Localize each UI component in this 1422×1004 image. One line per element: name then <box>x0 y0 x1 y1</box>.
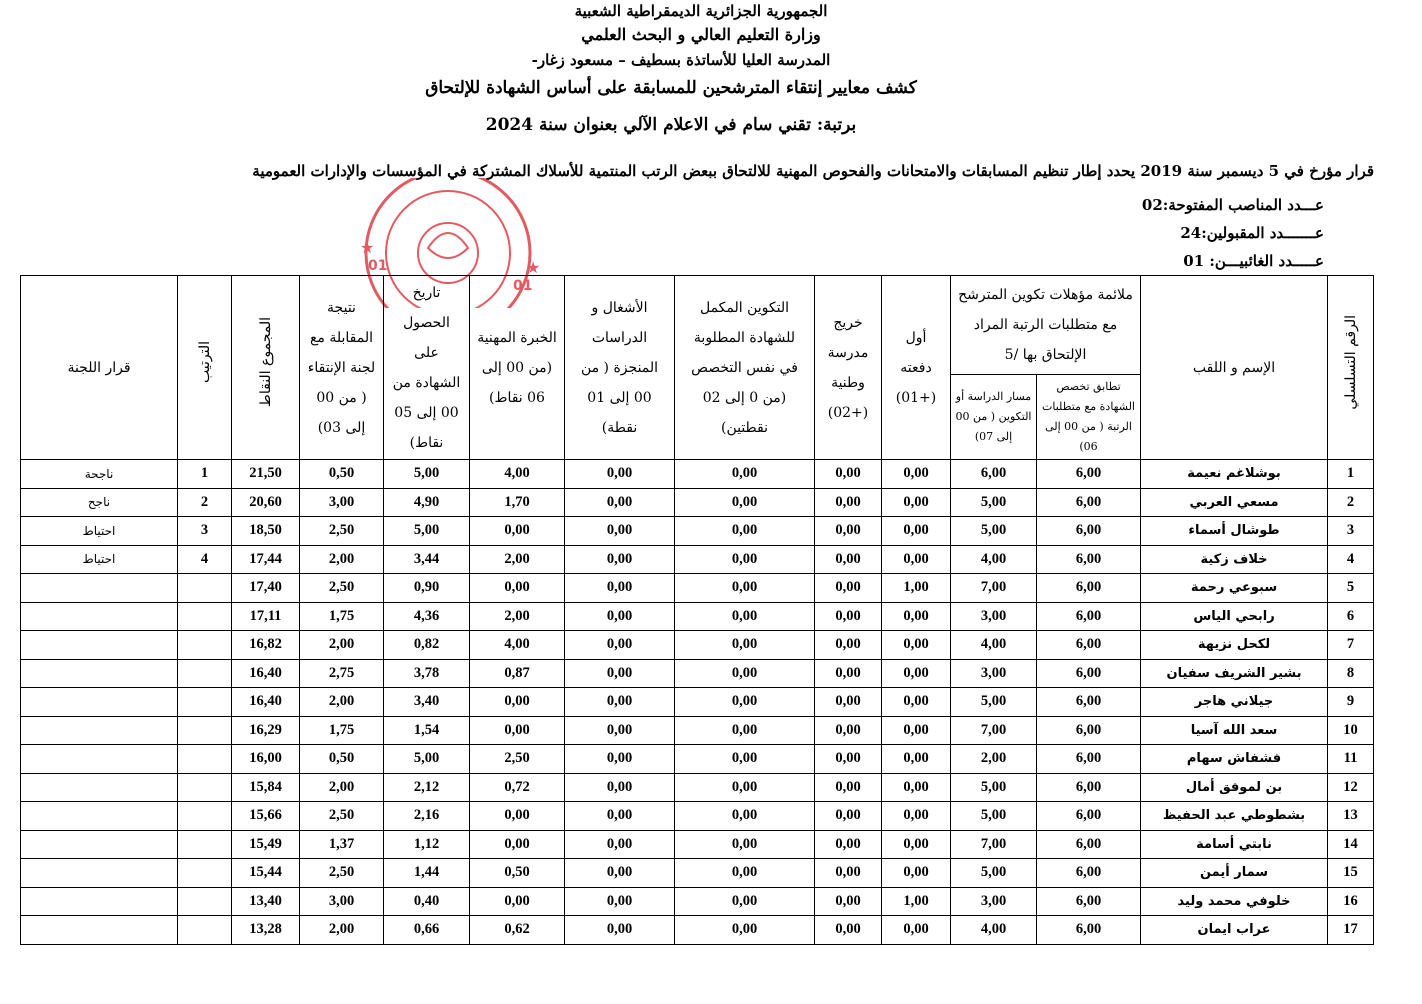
table-row <box>21 916 1374 945</box>
first-batch-cell: 0,00 <box>882 517 951 546</box>
experience-cell: 4,00 <box>470 631 565 660</box>
national-school-cell: 0,00 <box>815 916 882 945</box>
name-cell: طوشال أسماء <box>1141 517 1328 546</box>
rank-cell <box>178 802 232 831</box>
name-cell: خلوفي محمد وليد <box>1141 887 1328 916</box>
first-batch-cell: 1,00 <box>882 887 951 916</box>
works-cell: 0,00 <box>565 716 675 745</box>
experience-cell: 0,87 <box>470 659 565 688</box>
name-cell: بشطوطي عبد الحفيظ <box>1141 802 1328 831</box>
works-cell: 0,00 <box>565 545 675 574</box>
decision-cell <box>21 688 178 717</box>
study-path-cell: 3,00 <box>951 887 1037 916</box>
specialty-match-cell: 6,00 <box>1037 688 1141 717</box>
decision-cell <box>21 887 178 916</box>
works-cell: 0,00 <box>565 659 675 688</box>
experience-cell: 0,62 <box>470 916 565 945</box>
first-batch-cell: 0,00 <box>882 602 951 631</box>
national-school-cell: 0,00 <box>815 773 882 802</box>
table-row <box>21 887 1374 916</box>
specialty-match-cell: 6,00 <box>1037 859 1141 888</box>
complementary-cell: 0,00 <box>675 488 815 517</box>
complementary-cell: 0,00 <box>675 916 815 945</box>
experience-cell: 0,00 <box>470 688 565 717</box>
table-row <box>21 460 1374 489</box>
header-name: الإسم و اللقب <box>1141 276 1328 460</box>
complementary-cell: 0,00 <box>675 545 815 574</box>
works-cell: 0,00 <box>565 460 675 489</box>
certificate-date-cell: 2,16 <box>384 802 470 831</box>
rank-cell: 4 <box>178 545 232 574</box>
serial-cell: 5 <box>1328 574 1374 603</box>
rank-cell <box>178 745 232 774</box>
serial-cell: 8 <box>1328 659 1374 688</box>
decision-cell <box>21 716 178 745</box>
table-row <box>21 488 1374 517</box>
experience-cell: 2,00 <box>470 545 565 574</box>
svg-text:★: ★ <box>360 238 375 257</box>
certificate-date-cell: 5,00 <box>384 745 470 774</box>
experience-cell: 0,72 <box>470 773 565 802</box>
serial-cell: 15 <box>1328 859 1374 888</box>
national-school-cell: 0,00 <box>815 745 882 774</box>
total-cell: 16,40 <box>232 659 300 688</box>
study-path-cell: 4,00 <box>951 631 1037 660</box>
total-cell: 13,40 <box>232 887 300 916</box>
rank-cell <box>178 916 232 945</box>
serial-cell: 4 <box>1328 545 1374 574</box>
certificate-date-cell: 1,12 <box>384 830 470 859</box>
specialty-match-cell: 6,00 <box>1037 716 1141 745</box>
serial-cell: 12 <box>1328 773 1374 802</box>
national-school-cell: 0,00 <box>815 688 882 717</box>
specialty-match-cell: 6,00 <box>1037 545 1141 574</box>
complementary-cell: 0,00 <box>675 887 815 916</box>
study-path-cell: 5,00 <box>951 688 1037 717</box>
rank-cell <box>178 773 232 802</box>
experience-cell: 2,50 <box>470 745 565 774</box>
first-batch-cell: 0,00 <box>882 859 951 888</box>
name-cell: بشير الشريف سفيان <box>1141 659 1328 688</box>
experience-cell: 0,00 <box>470 887 565 916</box>
table-row <box>21 545 1374 574</box>
serial-cell: 9 <box>1328 688 1374 717</box>
specialty-match-cell: 6,00 <box>1037 574 1141 603</box>
study-path-cell: 4,00 <box>951 545 1037 574</box>
rank-cell <box>178 631 232 660</box>
works-cell: 0,00 <box>565 517 675 546</box>
serial-cell: 1 <box>1328 460 1374 489</box>
decree-text: قرار مؤرخ في 5 ديسمبر سنة 2019 يحدد إطار تنظيم المسابقات والامتحانات والفحوص المهنية للالتحاق ببعض الرتب المنتمية للأسلاك المشتركة في المؤسسات والإدارات العمومية <box>252 162 1374 180</box>
decision-cell: احتياط <box>21 545 178 574</box>
study-path-cell: 4,00 <box>951 916 1037 945</box>
interview-cell: 0,50 <box>300 460 384 489</box>
national-school-cell: 0,00 <box>815 488 882 517</box>
total-cell: 17,40 <box>232 574 300 603</box>
header-national-school: خريج مدرسة وطنية (+02) <box>815 276 882 460</box>
table-row <box>21 574 1374 603</box>
complementary-cell: 0,00 <box>675 631 815 660</box>
complementary-cell: 0,00 <box>675 602 815 631</box>
decision-cell <box>21 830 178 859</box>
study-path-cell: 3,00 <box>951 602 1037 631</box>
decision-cell <box>21 659 178 688</box>
serial-cell: 2 <box>1328 488 1374 517</box>
certificate-date-cell: 0,82 <box>384 631 470 660</box>
serial-cell: 17 <box>1328 916 1374 945</box>
interview-cell: 2,50 <box>300 859 384 888</box>
decision-cell: احتياط <box>21 517 178 546</box>
name-cell: مسعي العربي <box>1141 488 1328 517</box>
header-rank: الترتيب <box>178 276 232 460</box>
table-row <box>21 659 1374 688</box>
total-cell: 16,40 <box>232 688 300 717</box>
works-cell: 0,00 <box>565 688 675 717</box>
serial-cell: 3 <box>1328 517 1374 546</box>
serial-cell: 7 <box>1328 631 1374 660</box>
serial-cell: 16 <box>1328 887 1374 916</box>
first-batch-cell: 0,00 <box>882 659 951 688</box>
specialty-match-cell: 6,00 <box>1037 631 1141 660</box>
rank-cell: 2 <box>178 488 232 517</box>
certificate-date-cell: 0,66 <box>384 916 470 945</box>
interview-cell: 2,00 <box>300 916 384 945</box>
accepted-count: عـــــــدد المقبولين:24 <box>1180 224 1324 242</box>
name-cell: نابتي أسامة <box>1141 830 1328 859</box>
decision-cell <box>21 773 178 802</box>
study-path-cell: 2,00 <box>951 745 1037 774</box>
interview-cell: 2,00 <box>300 545 384 574</box>
national-school-cell: 0,00 <box>815 517 882 546</box>
rank-cell: 3 <box>178 517 232 546</box>
total-cell: 17,44 <box>232 545 300 574</box>
total-cell: 15,66 <box>232 802 300 831</box>
total-cell: 16,00 <box>232 745 300 774</box>
complementary-cell: 0,00 <box>675 773 815 802</box>
school-heading: المدرسة العليا للأساتذة بسطيف – مسعود زغار- <box>531 51 831 69</box>
national-school-cell: 0,00 <box>815 631 882 660</box>
name-cell: بن لموفق أمال <box>1141 773 1328 802</box>
works-cell: 0,00 <box>565 631 675 660</box>
total-cell: 15,84 <box>232 773 300 802</box>
works-cell: 0,00 <box>565 745 675 774</box>
national-school-cell: 0,00 <box>815 802 882 831</box>
first-batch-cell: 0,00 <box>882 745 951 774</box>
national-school-cell: 0,00 <box>815 602 882 631</box>
serial-cell: 13 <box>1328 802 1374 831</box>
certificate-date-cell: 0,90 <box>384 574 470 603</box>
interview-cell: 2,75 <box>300 659 384 688</box>
complementary-cell: 0,00 <box>675 745 815 774</box>
interview-cell: 1,37 <box>300 830 384 859</box>
interview-cell: 2,50 <box>300 517 384 546</box>
rank-cell <box>178 688 232 717</box>
name-cell: سمار أيمن <box>1141 859 1328 888</box>
total-cell: 15,49 <box>232 830 300 859</box>
certificate-date-cell: 3,40 <box>384 688 470 717</box>
decision-cell <box>21 631 178 660</box>
study-path-cell: 7,00 <box>951 830 1037 859</box>
decision-cell <box>21 802 178 831</box>
header-decision: قرار اللجنة <box>21 276 178 460</box>
specialty-match-cell: 6,00 <box>1037 488 1141 517</box>
national-school-cell: 0,00 <box>815 716 882 745</box>
national-school-cell: 0,00 <box>815 830 882 859</box>
certificate-date-cell: 3,44 <box>384 545 470 574</box>
specialty-match-cell: 6,00 <box>1037 517 1141 546</box>
certificate-date-cell: 3,78 <box>384 659 470 688</box>
experience-cell: 1,70 <box>470 488 565 517</box>
header-first-batch: أول دفعته (+01) <box>882 276 951 460</box>
first-batch-cell: 0,00 <box>882 802 951 831</box>
certificate-date-cell: 5,00 <box>384 517 470 546</box>
rank-cell <box>178 859 232 888</box>
interview-cell: 0,50 <box>300 745 384 774</box>
study-path-cell: 6,00 <box>951 460 1037 489</box>
interview-cell: 2,50 <box>300 802 384 831</box>
specialty-match-cell: 6,00 <box>1037 602 1141 631</box>
first-batch-cell: 0,00 <box>882 631 951 660</box>
complementary-cell: 0,00 <box>675 688 815 717</box>
table-row <box>21 631 1374 660</box>
rank-cell <box>178 830 232 859</box>
interview-cell: 2,00 <box>300 631 384 660</box>
specialty-match-cell: 6,00 <box>1037 659 1141 688</box>
works-cell: 0,00 <box>565 488 675 517</box>
total-cell: 16,82 <box>232 631 300 660</box>
name-cell: فشفاش سهام <box>1141 745 1328 774</box>
absent-count: عـــــدد الغائبيـــن: 01 <box>1183 252 1324 270</box>
rank-cell <box>178 574 232 603</box>
document-title: كشف معايير إنتقاء المترشحين للمسابقة على أساس الشهادة للإلتحاق <box>425 78 917 98</box>
interview-cell: 1,75 <box>300 602 384 631</box>
specialty-match-cell: 6,00 <box>1037 745 1141 774</box>
serial-cell: 6 <box>1328 602 1374 631</box>
national-school-cell: 0,00 <box>815 659 882 688</box>
interview-cell: 2,00 <box>300 773 384 802</box>
study-path-cell: 5,00 <box>951 517 1037 546</box>
specialty-match-cell: 6,00 <box>1037 916 1141 945</box>
specialty-match-cell: 6,00 <box>1037 802 1141 831</box>
header-total: المجموع النقاط <box>232 276 300 460</box>
experience-cell: 2,00 <box>470 602 565 631</box>
ministry-heading: وزارة التعليم العالي و البحث العلمي <box>581 25 821 44</box>
table-row <box>21 602 1374 631</box>
interview-cell: 2,50 <box>300 574 384 603</box>
first-batch-cell: 0,00 <box>882 773 951 802</box>
decision-cell: ناجح <box>21 488 178 517</box>
decision-cell <box>21 916 178 945</box>
total-cell: 17,11 <box>232 602 300 631</box>
table-row <box>21 716 1374 745</box>
rank-cell <box>178 716 232 745</box>
specialty-match-cell: 6,00 <box>1037 773 1141 802</box>
header-serial: الرقم التسلسلي <box>1328 276 1374 460</box>
complementary-cell: 0,00 <box>675 859 815 888</box>
experience-cell: 4,00 <box>470 460 565 489</box>
works-cell: 0,00 <box>565 830 675 859</box>
table-row <box>21 517 1374 546</box>
works-cell: 0,00 <box>565 887 675 916</box>
national-school-cell: 0,00 <box>815 460 882 489</box>
interview-cell: 3,00 <box>300 887 384 916</box>
table-row <box>21 859 1374 888</box>
works-cell: 0,00 <box>565 802 675 831</box>
complementary-cell: 0,00 <box>675 659 815 688</box>
table-row <box>21 688 1374 717</box>
name-cell: لكحل نزيهة <box>1141 631 1328 660</box>
republic-heading: الجمهورية الجزائرية الديمقراطية الشعبية <box>574 2 828 20</box>
svg-text:★: ★ <box>526 258 541 277</box>
name-cell: رابحي الياس <box>1141 602 1328 631</box>
national-school-cell: 0,00 <box>815 574 882 603</box>
study-path-cell: 7,00 <box>951 574 1037 603</box>
svg-text:01: 01 <box>513 278 533 294</box>
first-batch-cell: 0,00 <box>882 460 951 489</box>
first-batch-cell: 0,00 <box>882 916 951 945</box>
specialty-match-cell: 6,00 <box>1037 830 1141 859</box>
candidates-body <box>21 460 1374 945</box>
first-batch-cell: 0,00 <box>882 488 951 517</box>
name-cell: سبوعي رحمة <box>1141 574 1328 603</box>
header-specialty-match: تطابق تخصص الشهادة مع متطلبات الرتبة ( من 00 إلى 06) <box>1037 375 1141 460</box>
certificate-date-cell: 4,36 <box>384 602 470 631</box>
works-cell: 0,00 <box>565 602 675 631</box>
complementary-cell: 0,00 <box>675 830 815 859</box>
name-cell: بوشلاغم نعيمة <box>1141 460 1328 489</box>
works-cell: 0,00 <box>565 773 675 802</box>
certificate-date-cell: 1,54 <box>384 716 470 745</box>
certificate-date-cell: 2,12 <box>384 773 470 802</box>
header-complementary-training: التكوين المكمل للشهادة المطلوبة في نفس التخصص (من 0 إلى 02 نقطتين) <box>675 276 815 460</box>
works-cell: 0,00 <box>565 574 675 603</box>
rank-title: برتبة: تقني سام في الاعلام الآلي بعنوان سنة 2024 <box>485 115 857 135</box>
complementary-cell: 0,00 <box>675 574 815 603</box>
works-cell: 0,00 <box>565 916 675 945</box>
experience-cell: 0,00 <box>470 830 565 859</box>
national-school-cell: 0,00 <box>815 887 882 916</box>
header-experience: الخبرة المهنية (من 00 إلى 06 نقاط) <box>470 276 565 460</box>
header-interview: نتيجة المقابلة مع لجنة الإنتقاء ( من 00 إلى 03) <box>300 276 384 460</box>
first-batch-cell: 0,00 <box>882 545 951 574</box>
works-cell: 0,00 <box>565 859 675 888</box>
table-row <box>21 745 1374 774</box>
experience-cell: 0,00 <box>470 716 565 745</box>
serial-cell: 11 <box>1328 745 1374 774</box>
complementary-cell: 0,00 <box>675 716 815 745</box>
experience-cell: 0,00 <box>470 574 565 603</box>
certificate-date-cell: 0,40 <box>384 887 470 916</box>
rank-cell: 1 <box>178 460 232 489</box>
header-certificate-date: تاريخ الحصول على الشهادة من 00 إلى 05 نقاط) <box>384 276 470 460</box>
study-path-cell: 7,00 <box>951 716 1037 745</box>
header-qualification: ملائمة مؤهلات تكوين المترشح مع متطلبات الرتبة المراد الإلتحاق بها /5 <box>951 276 1141 375</box>
serial-cell: 14 <box>1328 830 1374 859</box>
decision-cell <box>21 859 178 888</box>
name-cell: سعد الله آسيا <box>1141 716 1328 745</box>
name-cell: عراب ايمان <box>1141 916 1328 945</box>
study-path-cell: 3,00 <box>951 659 1037 688</box>
decision-cell <box>21 574 178 603</box>
total-cell: 21,50 <box>232 460 300 489</box>
certificate-date-cell: 1,44 <box>384 859 470 888</box>
decision-cell <box>21 745 178 774</box>
total-cell: 20,60 <box>232 488 300 517</box>
certificate-date-cell: 4,90 <box>384 488 470 517</box>
name-cell: جيلاني هاجر <box>1141 688 1328 717</box>
study-path-cell: 5,00 <box>951 859 1037 888</box>
first-batch-cell: 0,00 <box>882 716 951 745</box>
interview-cell: 3,00 <box>300 488 384 517</box>
header-works-studies: الأشغال و الدراسات المنجزة ( من 00 إلى 01 نقطة) <box>565 276 675 460</box>
complementary-cell: 0,00 <box>675 802 815 831</box>
table-row <box>21 773 1374 802</box>
study-path-cell: 5,00 <box>951 773 1037 802</box>
serial-cell: 10 <box>1328 716 1374 745</box>
study-path-cell: 5,00 <box>951 488 1037 517</box>
first-batch-cell: 1,00 <box>882 574 951 603</box>
rank-cell <box>178 887 232 916</box>
decision-cell <box>21 602 178 631</box>
total-cell: 13,28 <box>232 916 300 945</box>
name-cell: خلاف زكية <box>1141 545 1328 574</box>
study-path-cell: 5,00 <box>951 802 1037 831</box>
decision-cell: ناجحة <box>21 460 178 489</box>
total-cell: 16,29 <box>232 716 300 745</box>
specialty-match-cell: 6,00 <box>1037 887 1141 916</box>
candidates-table <box>20 275 1374 945</box>
certificate-date-cell: 5,00 <box>384 460 470 489</box>
table-row <box>21 802 1374 831</box>
open-posts-count: عـــدد المناصب المفتوحة:02 <box>1141 196 1324 214</box>
interview-cell: 2,00 <box>300 688 384 717</box>
first-batch-cell: 0,00 <box>882 688 951 717</box>
specialty-match-cell: 6,00 <box>1037 460 1141 489</box>
experience-cell: 0,50 <box>470 859 565 888</box>
national-school-cell: 0,00 <box>815 545 882 574</box>
header-study-path: مسار الدراسة أو التكوين ( من 00 إلى 07) <box>951 375 1037 460</box>
complementary-cell: 0,00 <box>675 517 815 546</box>
rank-cell <box>178 602 232 631</box>
interview-cell: 1,75 <box>300 716 384 745</box>
experience-cell: 0,00 <box>470 802 565 831</box>
complementary-cell: 0,00 <box>675 460 815 489</box>
total-cell: 15,44 <box>232 859 300 888</box>
svg-text:01: 01 <box>368 258 388 274</box>
total-cell: 18,50 <box>232 517 300 546</box>
national-school-cell: 0,00 <box>815 859 882 888</box>
experience-cell: 0,00 <box>470 517 565 546</box>
rank-cell <box>178 659 232 688</box>
first-batch-cell: 0,00 <box>882 830 951 859</box>
table-row <box>21 830 1374 859</box>
